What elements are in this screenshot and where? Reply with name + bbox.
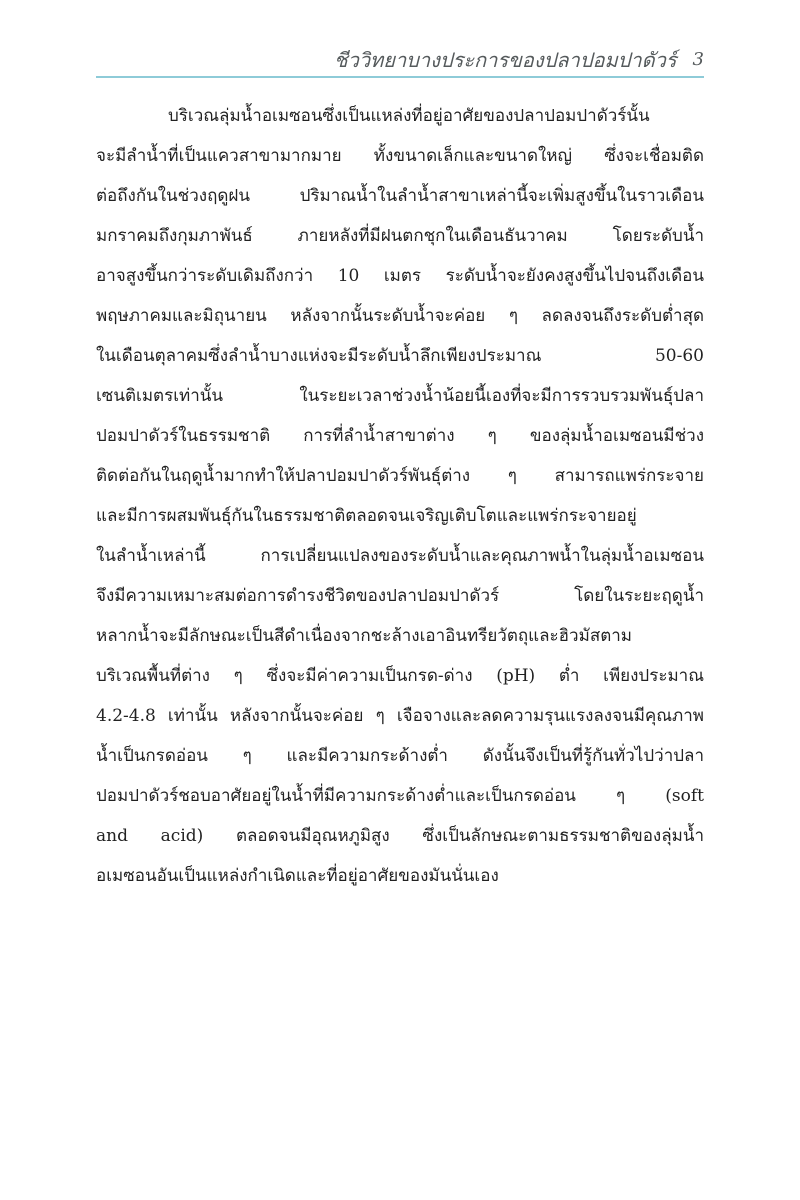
- body-paragraph: [96, 96, 704, 896]
- text-line: หลากน้ำจะมีลักษณะเป็นสีดำเนื่องจากชะล้างเอาอินทรียวัตถุและฮิวมัสตาม: [96, 626, 632, 646]
- running-title: ชีววิทยาบางประการของปลาปอมปาดัวร์: [334, 48, 677, 72]
- text-line: น้ำเป็นกรดอ่อน ๆ และมีความกระด้างต่ำ ดังนั้นจึงเป็นที่รู้กันทั่วไปว่าปลา: [96, 746, 704, 766]
- text-line: บริเวณลุ่มน้ำอเมซอนซึ่งเป็นแหล่งที่อยู่อาศัยของปลาปอมปาดัวร์นั้น: [168, 106, 650, 126]
- text-line: เซนติเมตรเท่านั้น ในระยะเวลาช่วงน้ำน้อยนี้เองที่จะมีการรวบรวมพันธุ์ปลา: [96, 386, 704, 406]
- page-number: 3: [692, 49, 704, 70]
- text-line: ปอมปาดัวร์ชอบอาศัยอยู่ในน้ำที่มีความกระด้างต่ำและเป็นกรดอ่อน ๆ (soft: [96, 786, 704, 806]
- header-rule: [96, 76, 704, 78]
- text-line: อาจสูงขึ้นกว่าระดับเดิมถึงกว่า 10 เมตร ระดับน้ำจะยังคงสูงขึ้นไปจนถึงเดือน: [96, 266, 704, 286]
- text-line: ปอมปาดัวร์ในธรรมชาติ การที่ลำน้ำสาขาต่าง ๆ ของลุ่มน้ำอเมซอนมีช่วง: [96, 426, 704, 446]
- text-line: มกราคมถึงกุมภาพันธ์ ภายหลังที่มีฝนตกชุกในเดือนธันวาคม โดยระดับน้ำ: [96, 226, 704, 246]
- text-line: บริเวณพื้นที่ต่าง ๆ ซึ่งจะมีค่าความเป็นกรด-ด่าง (pH) ต่ำ เพียงประมาณ: [96, 666, 704, 686]
- page-header: [96, 40, 704, 72]
- text-line: and acid) ตลอดจนมีอุณหภูมิสูง ซึ่งเป็นลักษณะตามธรรมชาติของลุ่มน้ำ: [96, 826, 704, 846]
- text-line: จะมีลำน้ำที่เป็นแควสาขามากมาย ทั้งขนาดเล็กและขนาดใหญ่ ซึ่งจะเชื่อมติด: [96, 146, 704, 166]
- text-line: อเมซอนอันเป็นแหล่งกำเนิดและที่อยู่อาศัยของมันนั่นเอง: [96, 866, 499, 886]
- text-line: ติดต่อกันในฤดูน้ำมากทำให้ปลาปอมปาดัวร์พันธุ์ต่าง ๆ สามารถแพร่กระจาย: [96, 466, 704, 486]
- text-line: จึงมีความเหมาะสมต่อการดำรงชีวิตของปลาปอมปาดัวร์ โดยในระยะฤดูน้ำ: [96, 586, 704, 606]
- text-line: ในลำน้ำเหล่านี้ การเปลี่ยนแปลงของระดับน้ำและคุณภาพน้ำในลุ่มน้ำอเมซอน: [96, 546, 704, 566]
- text-line: ในเดือนตุลาคมซึ่งลำน้ำบางแห่งจะมีระดับน้ำลึกเพียงประมาณ 50-60: [96, 346, 704, 366]
- text-line: 4.2-4.8 เท่านั้น หลังจากนั้นจะค่อย ๆ เจือจางและลดความรุนแรงลงจนมีคุณภาพ: [96, 706, 704, 726]
- text-line: และมีการผสมพันธุ์กันในธรรมชาติตลอดจนเจริญเติบโตและแพร่กระจายอยู่: [96, 506, 637, 526]
- text-line: พฤษภาคมและมิถุนายน หลังจากนั้นระดับน้ำจะค่อย ๆ ลดลงจนถึงระดับต่ำสุด: [96, 306, 704, 326]
- text-line: ต่อถึงกันในช่วงฤดูฝน ปริมาณน้ำในลำน้ำสาขาเหล่านี้จะเพิ่มสูงขึ้นในราวเดือน: [96, 186, 704, 206]
